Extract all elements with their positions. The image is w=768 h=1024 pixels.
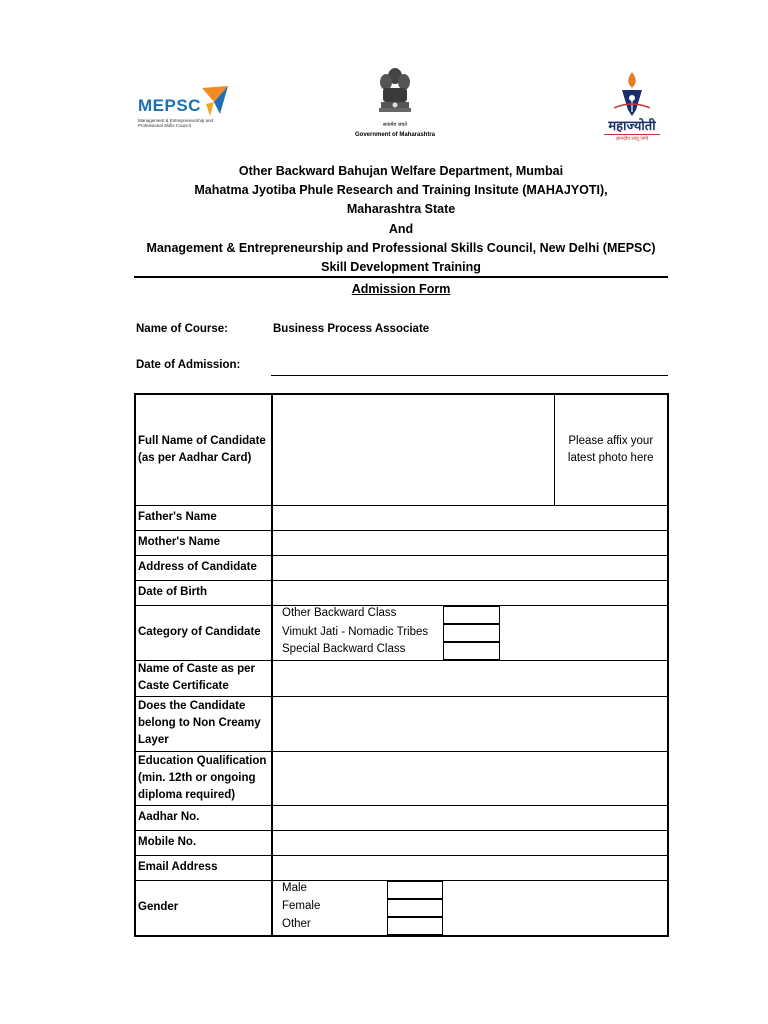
table-row-gender bbox=[135, 880, 668, 936]
category-checkbox-obc[interactable] bbox=[443, 606, 500, 624]
caste-field[interactable] bbox=[272, 660, 668, 696]
admission-form-table bbox=[134, 393, 669, 937]
heading-line-2: Mahatma Jyotiba Phule Research and Training Insitute (MAHAJYOTI), bbox=[194, 183, 608, 198]
government-motto: सत्यमेव जयते bbox=[382, 122, 408, 128]
government-caption: Government of Maharashtra bbox=[354, 132, 436, 138]
table-row-education bbox=[135, 751, 668, 805]
fathers-name-field[interactable] bbox=[272, 505, 668, 530]
gender-options bbox=[272, 880, 668, 936]
heading-divider bbox=[134, 276, 668, 278]
pen-flame-icon bbox=[612, 70, 652, 116]
education-label: Education Qualification (min. 12th or ongoing diploma required) bbox=[135, 751, 272, 805]
logo-bar bbox=[0, 66, 768, 146]
address-field[interactable] bbox=[272, 555, 668, 580]
table-row-address bbox=[135, 555, 668, 580]
course-value: Business Process Associate bbox=[273, 323, 430, 335]
gender-option-other: Other bbox=[282, 917, 311, 930]
gender-checkbox-other[interactable] bbox=[387, 917, 443, 935]
mahajyoti-logo bbox=[598, 70, 668, 146]
table-row-mothers-name bbox=[135, 530, 668, 555]
table-row-mobile bbox=[135, 830, 668, 855]
mepsc-logo bbox=[138, 82, 238, 138]
category-option-vjnt: Vimukt Jati - Nomadic Tribes bbox=[282, 625, 429, 638]
heading-line-1: Other Backward Bahujan Welfare Department, Mumbai bbox=[238, 164, 564, 178]
fathers-name-label: Father's Name bbox=[135, 505, 272, 530]
mahajyoti-name: महाज्योती bbox=[608, 119, 656, 134]
admission-date-label: Date of Admission: bbox=[136, 359, 241, 371]
dob-label: Date of Birth bbox=[135, 580, 272, 605]
email-label: Email Address bbox=[135, 855, 272, 880]
address-label: Address of Candidate bbox=[135, 555, 272, 580]
table-row-full-name bbox=[135, 394, 668, 505]
form-title: Admission Form bbox=[351, 282, 451, 296]
ashoka-emblem-icon bbox=[375, 66, 415, 122]
gender-option-male: Male bbox=[282, 881, 307, 894]
table-row-aadhar bbox=[135, 805, 668, 830]
heading-line-5: Management & Entrepreneurship and Professional Skills Council, New Delhi (MEPSC) bbox=[146, 240, 656, 255]
gender-checkbox-female[interactable] bbox=[387, 899, 443, 917]
mothers-name-label: Mother's Name bbox=[135, 530, 272, 555]
dob-field[interactable] bbox=[272, 580, 668, 605]
document-heading bbox=[134, 162, 668, 277]
non-creamy-field[interactable] bbox=[272, 696, 668, 751]
category-option-sbc: Special Backward Class bbox=[282, 642, 406, 655]
heading-line-6: Skill Development Training bbox=[321, 260, 481, 275]
email-field[interactable] bbox=[272, 855, 668, 880]
full-name-field[interactable] bbox=[272, 394, 554, 505]
table-row-email bbox=[135, 855, 668, 880]
non-creamy-label: Does the Candidate belong to Non Creamy Layer bbox=[135, 696, 272, 751]
course-label: Name of Course: bbox=[136, 323, 229, 335]
mepsc-swoosh-icon bbox=[200, 84, 230, 118]
heading-line-3: Maharashtra State bbox=[346, 202, 456, 217]
mobile-label: Mobile No. bbox=[135, 830, 272, 855]
government-emblem bbox=[354, 66, 436, 144]
category-checkbox-sbc[interactable] bbox=[443, 642, 500, 660]
gender-label: Gender bbox=[135, 880, 272, 936]
mepsc-name: MEPSC bbox=[138, 96, 201, 115]
table-row-non-creamy bbox=[135, 696, 668, 751]
full-name-label: Full Name of Candidate (as per Aadhar Card) bbox=[135, 394, 272, 505]
mothers-name-field[interactable] bbox=[272, 530, 668, 555]
category-checkbox-vjnt[interactable] bbox=[443, 624, 500, 642]
gender-option-female: Female bbox=[282, 899, 321, 912]
admission-date-field[interactable] bbox=[271, 375, 668, 376]
aadhar-label: Aadhar No. bbox=[135, 805, 272, 830]
aadhar-field[interactable] bbox=[272, 805, 668, 830]
gender-checkbox-male[interactable] bbox=[387, 881, 443, 899]
mahajyoti-subtitle: ज्ञानदीप लावू जगी bbox=[604, 134, 660, 142]
table-row-category bbox=[135, 605, 668, 660]
table-row-dob bbox=[135, 580, 668, 605]
heading-line-4: And bbox=[388, 221, 414, 236]
category-option-obc: Other Backward Class bbox=[282, 606, 397, 619]
mepsc-tagline: Management & Entrepreneurship and Professional Skills Council bbox=[138, 118, 214, 128]
caste-label: Name of Caste as per Caste Certificate bbox=[135, 660, 272, 696]
table-row-caste bbox=[135, 660, 668, 696]
category-label: Category of Candidate bbox=[135, 605, 272, 660]
education-field[interactable] bbox=[272, 751, 668, 805]
table-row-fathers-name bbox=[135, 505, 668, 530]
category-options bbox=[272, 605, 668, 660]
photo-box[interactable]: Please affix your latest photo here bbox=[554, 394, 668, 505]
mobile-field[interactable] bbox=[272, 830, 668, 855]
